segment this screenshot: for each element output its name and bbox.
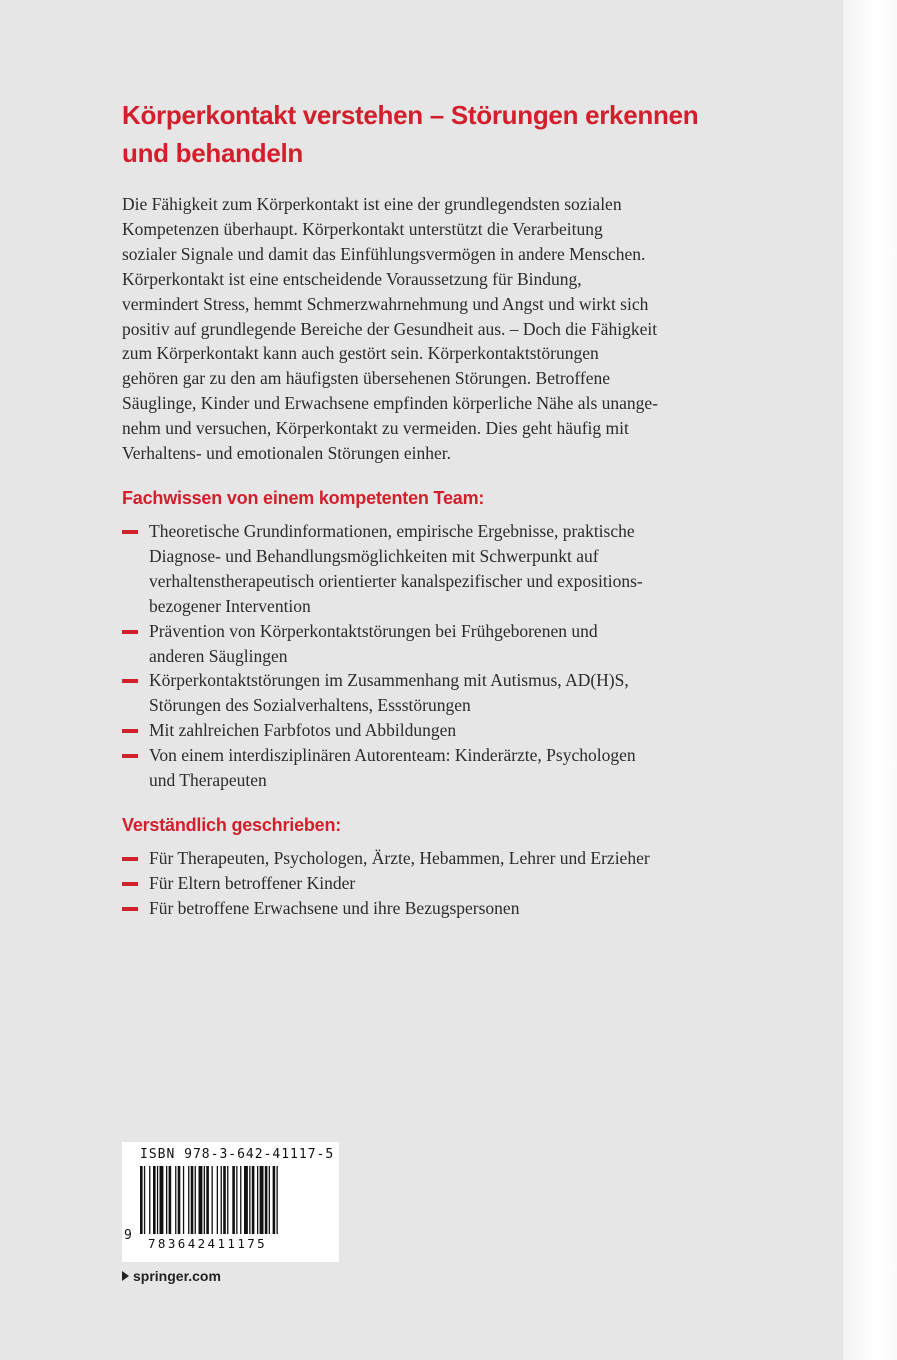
barcode-bar	[240, 1166, 241, 1234]
dash-bullet-icon	[122, 679, 138, 683]
barcode-bar	[265, 1166, 268, 1234]
barcode-bar	[206, 1166, 209, 1234]
barcode-bar	[212, 1166, 213, 1234]
dash-bullet-icon	[122, 729, 138, 733]
intro-line: vermindert Stress, hemmt Schmerzwahrnehmung und Angst und wirkt sich	[122, 293, 649, 314]
list-item: Prävention von Körperkontaktstörungen bei Frühgeborenen und anderen Säuglingen	[122, 619, 722, 669]
section-heading-expertise: Fachwissen von einem kompetenten Team:	[122, 487, 485, 508]
barcode-bar	[178, 1166, 181, 1234]
barcode-bar	[175, 1166, 176, 1234]
title-line: und behandeln	[122, 138, 303, 168]
barcode-bar	[277, 1166, 278, 1234]
intro-line: Verhaltens- und emotionalen Störungen einher.	[122, 443, 452, 464]
barcode-bar	[183, 1166, 184, 1234]
barcode-bar	[191, 1166, 194, 1234]
page-edge	[843, 0, 897, 1360]
intro-line: nehm und versuchen, Körperkontakt zu vermeiden. Dies geht häufig mit	[122, 418, 629, 439]
barcode-bar	[249, 1166, 250, 1234]
barcode-bar	[257, 1166, 258, 1234]
ean-first-digit: 9	[124, 1228, 132, 1243]
barcode-bar	[273, 1166, 276, 1234]
ean-digits: 783642411175	[148, 1236, 268, 1251]
barcode-bar	[157, 1166, 158, 1234]
barcode-bar	[195, 1166, 196, 1234]
dash-bullet-icon	[122, 907, 138, 911]
expertise-list	[122, 519, 722, 793]
dash-bullet-icon	[122, 530, 138, 534]
barcode-bar	[160, 1166, 164, 1234]
barcode-bar	[217, 1166, 218, 1234]
dash-bullet-icon	[122, 630, 138, 634]
intro-line: sozialer Signale und damit das Einfühlungsvermögen in andere Menschen.	[122, 243, 646, 264]
barcode-bar	[188, 1166, 189, 1234]
list-item: Für betroffene Erwachsene und ihre Bezugspersonen	[122, 896, 722, 921]
intro-paragraph	[122, 192, 722, 466]
arrow-right-icon	[122, 1271, 129, 1281]
publisher-link[interactable]	[122, 1268, 221, 1284]
audience-list	[122, 846, 722, 921]
barcode-bar	[227, 1166, 228, 1234]
barcode-bar	[223, 1166, 226, 1234]
book-title	[122, 96, 722, 172]
barcode-bar	[244, 1166, 248, 1234]
dash-bullet-icon	[122, 754, 138, 758]
barcode-bar	[153, 1166, 156, 1234]
barcode-bar	[166, 1166, 167, 1234]
back-cover-content	[122, 96, 722, 921]
intro-line: positiv auf grundlegende Bereiche der Gesundheit aus. – Doch die Fähigkeit	[122, 318, 658, 339]
barcode-bar	[199, 1166, 203, 1234]
barcode-bar	[149, 1166, 150, 1234]
barcode-bar	[221, 1166, 222, 1234]
barcode-bars-icon	[136, 1166, 326, 1246]
list-item: Für Eltern betroffener Kinder	[122, 871, 722, 896]
intro-line: zum Körperkontakt kann auch gestört sein. Körperkontaktstörungen	[122, 343, 599, 364]
publisher-url: springer.com	[133, 1268, 221, 1284]
barcode-bar	[144, 1166, 145, 1234]
isbn-number: ISBN 978-3-642-41117-5	[140, 1147, 335, 1162]
barcode-bar	[140, 1166, 143, 1234]
barcode-bar	[204, 1166, 205, 1234]
intro-line: Kompetenzen überhaupt. Körperkontakt unterstützt die Verarbeitung	[122, 218, 603, 239]
list-item: Von einem interdisziplinären Autorenteam: Kinderärzte, Psychologen und Therapeuten	[122, 743, 722, 793]
section-heading-audience: Verständlich geschrieben:	[122, 814, 342, 835]
barcode-bar	[236, 1166, 237, 1234]
list-item: Für Therapeuten, Psychologen, Ärzte, Hebammen, Lehrer und Erzieher	[122, 846, 722, 871]
dash-bullet-icon	[122, 882, 138, 886]
barcode-bar	[232, 1166, 235, 1234]
list-item: Körperkontaktstörungen im Zusammenhang mit Autismus, AD(H)S, Störungen des Sozialverhaltens, Essstörungen	[122, 668, 722, 718]
intro-line: Säuglinge, Kinder und Erwachsene empfinden körperliche Nähe als unange-	[122, 393, 658, 414]
intro-line: Körperkontakt ist eine entscheidende Voraussetzung für Bindung,	[122, 268, 582, 289]
barcode-bar	[269, 1166, 270, 1234]
title-line: Körperkontakt verstehen – Störungen erkennen	[122, 100, 699, 130]
list-item: Mit zahlreichen Farbfotos und Abbildungen	[122, 718, 722, 743]
list-item: Theoretische Grundinformationen, empirische Ergebnisse, praktische Diagnose- und Behandlungsmöglichkeiten mit Schwerpunkt auf verhaltenstherapeutisch orientierter kanalspezifischer und expositions- bezogener Intervention	[122, 519, 722, 619]
intro-line: Die Fähigkeit zum Körperkontakt ist eine der grundlegendsten sozialen	[122, 194, 622, 214]
intro-line: gehören gar zu den am häufigsten übersehenen Störungen. Betroffene	[122, 368, 611, 389]
isbn-barcode	[122, 1142, 339, 1262]
barcode-bar	[169, 1166, 172, 1234]
barcode-bar	[260, 1166, 264, 1234]
dash-bullet-icon	[122, 857, 138, 861]
barcode-bar	[252, 1166, 255, 1234]
